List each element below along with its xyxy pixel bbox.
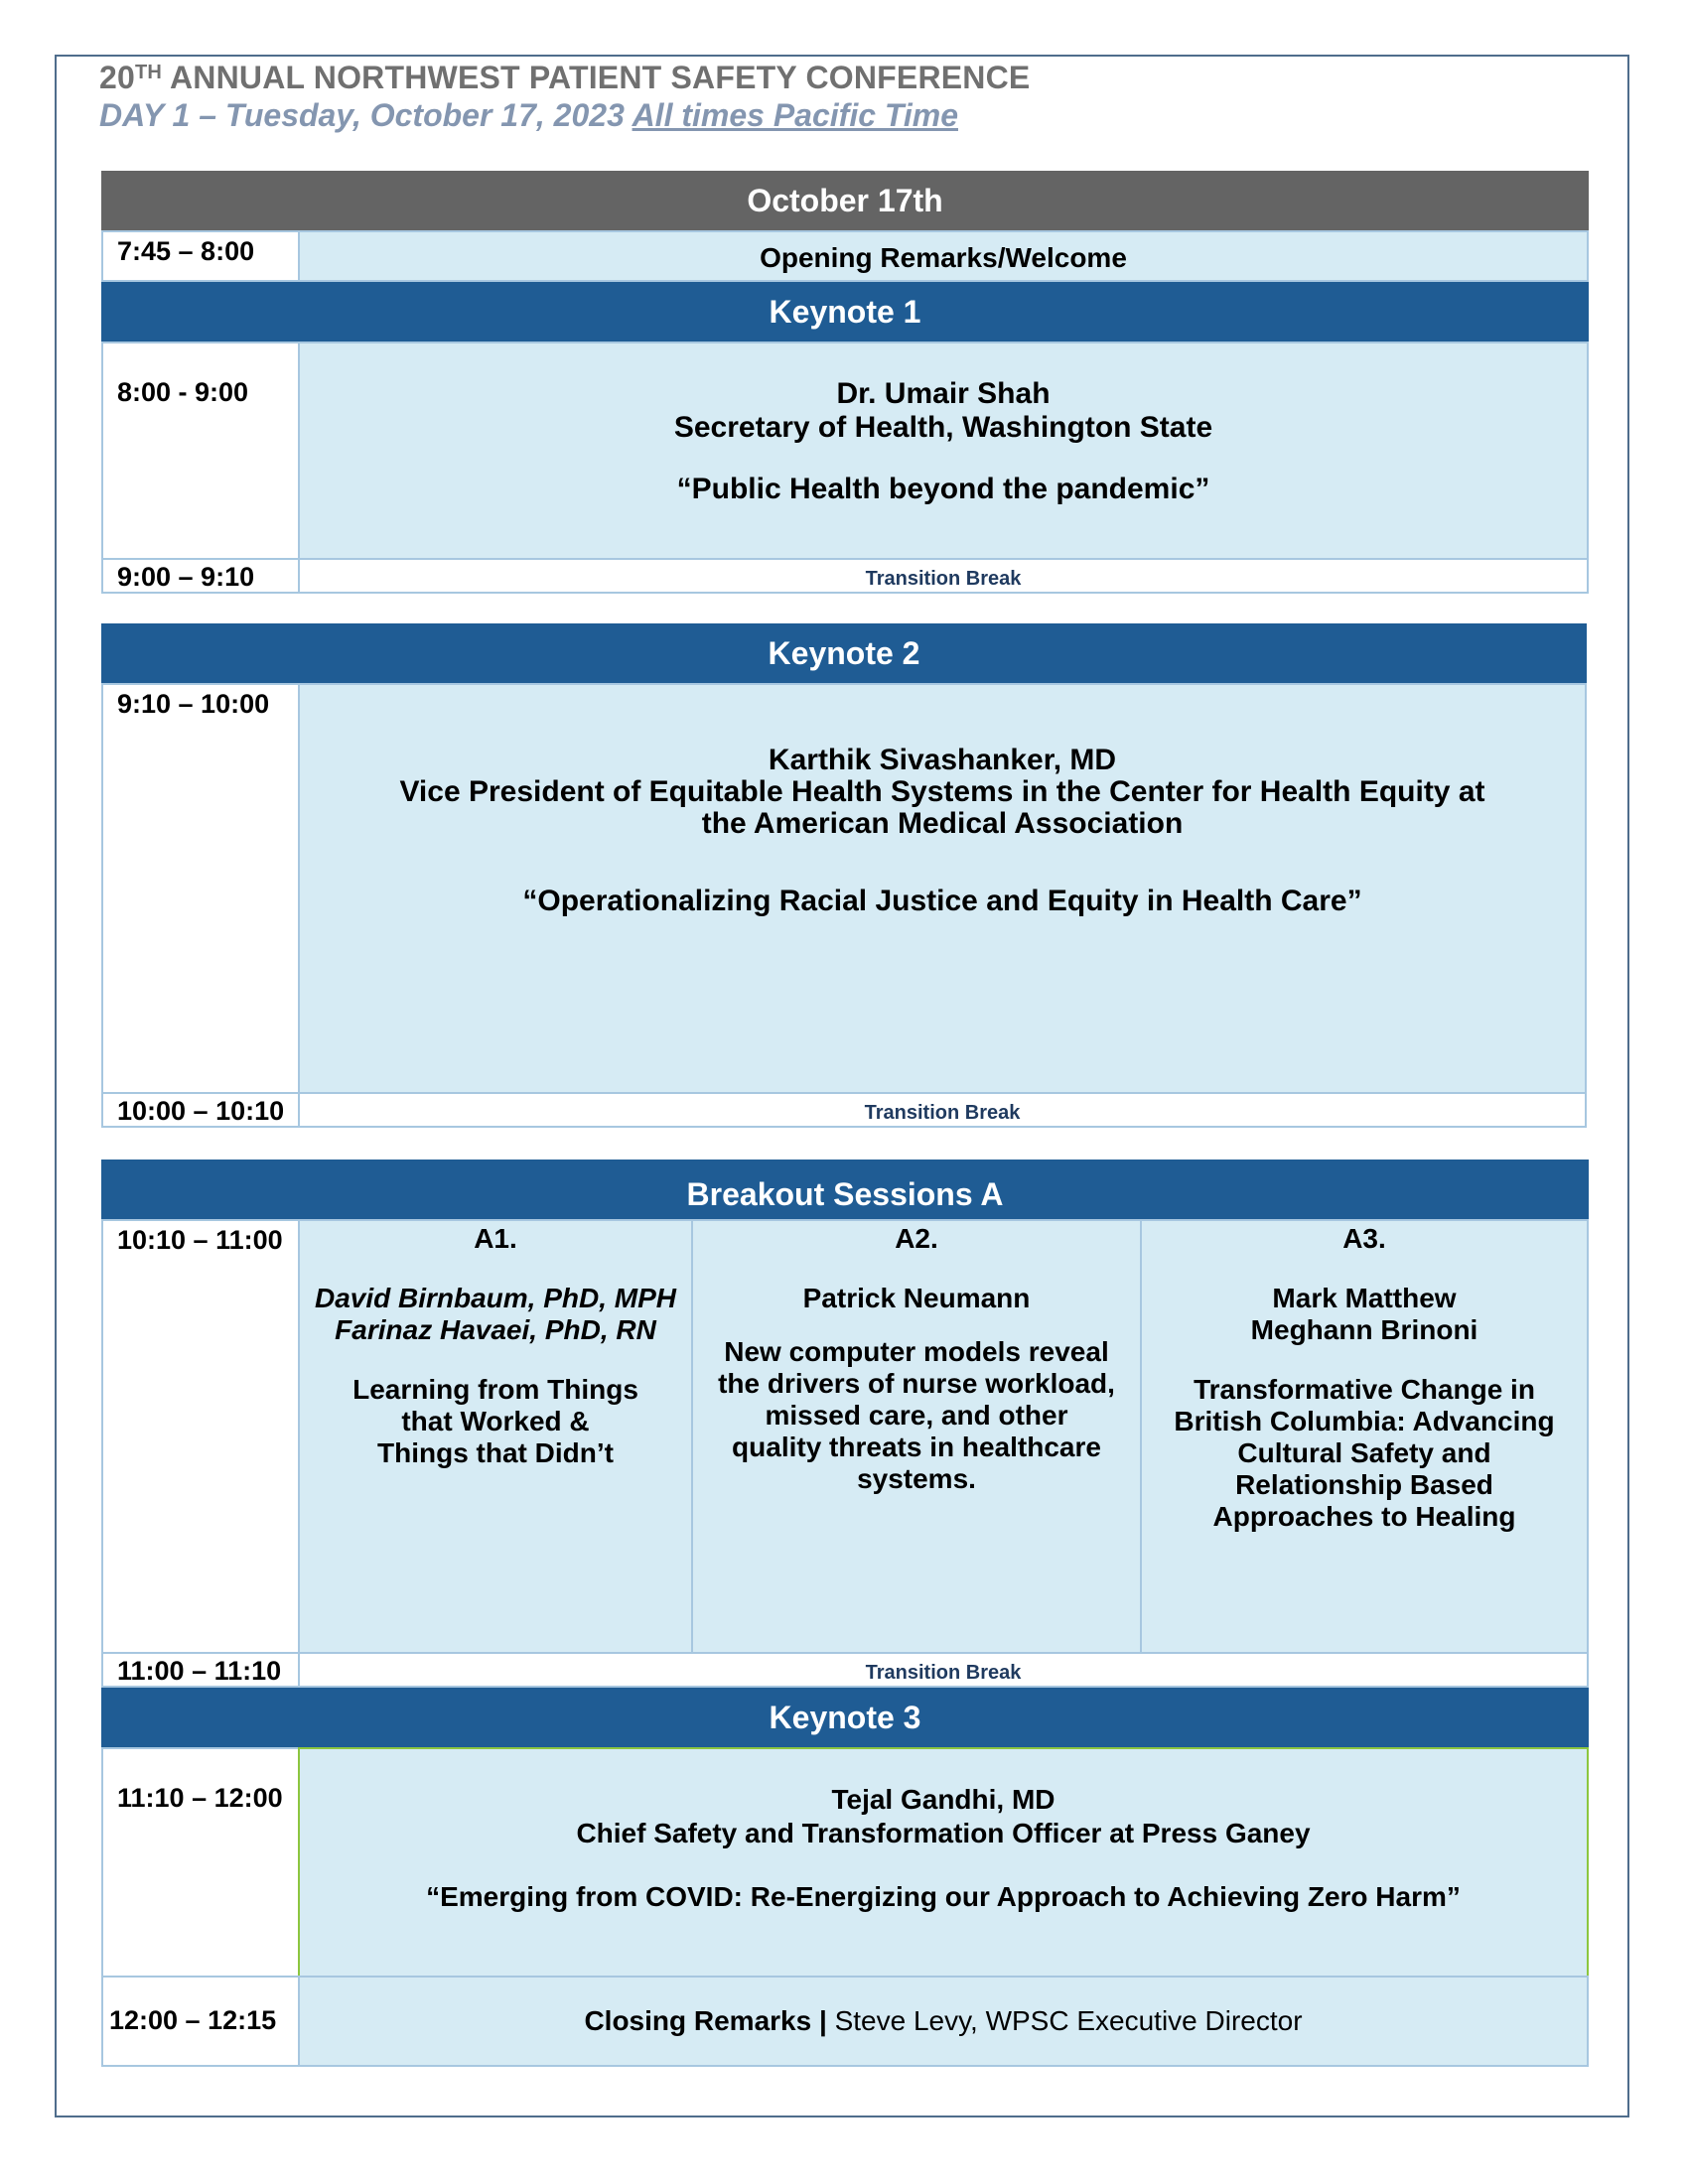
- a1-code: A1.: [474, 1223, 517, 1254]
- a2-title-5: systems.: [857, 1463, 976, 1494]
- break3-label: Transition Break: [298, 1652, 1589, 1688]
- breakouts-time: 10:10 – 11:00: [101, 1219, 300, 1654]
- break2-label: Transition Break: [298, 1092, 1587, 1128]
- a3-title-5: Approaches to Healing: [1212, 1501, 1516, 1532]
- break3-time: 11:00 – 11:10: [101, 1652, 300, 1688]
- timezone-link[interactable]: All times Pacific Time: [632, 97, 958, 133]
- keynote1-banner: Keynote 1: [101, 282, 1589, 341]
- date-header: October 17th: [101, 171, 1589, 230]
- keynote1-content: [298, 341, 1589, 560]
- break1-label: Transition Break: [298, 558, 1589, 594]
- keynote2-banner: Keynote 2: [101, 623, 1587, 683]
- a2-title-3: missed care, and other: [765, 1400, 1068, 1431]
- a2-title-4: quality threats in healthcare: [732, 1432, 1101, 1462]
- keynote3-banner: Keynote 3: [101, 1688, 1589, 1747]
- session-a2[interactable]: [691, 1219, 1142, 1654]
- closing-presenter: Steve Levy, WPSC Executive Director: [834, 2005, 1303, 2036]
- keynote2-content: [298, 683, 1587, 1094]
- conference-title: 20TH ANNUAL NORTHWEST PATIENT SAFETY CONFERENCE: [99, 60, 1031, 95]
- a3-code: A3.: [1342, 1223, 1386, 1254]
- a2-title-1: New computer models reveal: [724, 1336, 1109, 1367]
- closing-remarks: [298, 1976, 1589, 2067]
- keynote3-role: Chief Safety and Transformation Officer at Press Ganey: [576, 1818, 1311, 1848]
- a3-speaker-2: Meghann Brinoni: [1250, 1314, 1478, 1345]
- a1-speaker-1: David Birnbaum, PhD, MPH: [314, 1283, 677, 1313]
- breakouts-banner: Breakout Sessions A: [101, 1160, 1589, 1219]
- keynote3-talk: “Emerging from COVID: Re-Energizing our Approach to Achieving Zero Harm”: [426, 1881, 1461, 1912]
- keynote3-speaker: Tejal Gandhi, MD: [831, 1784, 1055, 1815]
- a1-title-2: that Worked &: [401, 1406, 590, 1436]
- keynote2-talk: “Operationalizing Racial Justice and Equity in Health Care”: [522, 885, 1362, 917]
- closing-title: Closing Remarks |: [584, 2005, 835, 2036]
- a3-title-4: Relationship Based: [1235, 1469, 1493, 1500]
- session-a3[interactable]: [1140, 1219, 1589, 1654]
- opening-remarks: Opening Remarks/Welcome: [298, 230, 1589, 282]
- keynote2-time: 9:10 – 10:00: [101, 683, 300, 1094]
- a3-title-1: Transformative Change in: [1194, 1374, 1535, 1405]
- a1-speaker-2: Farinaz Havaei, PhD, RN: [335, 1314, 656, 1345]
- session-a1[interactable]: [298, 1219, 693, 1654]
- conference-subtitle: DAY 1 – Tuesday, October 17, 2023 All times Pacific Time: [99, 97, 958, 133]
- a2-code: A2.: [895, 1223, 938, 1254]
- keynote2-role-2: the American Medical Association: [701, 807, 1184, 840]
- keynote1-role: Secretary of Health, Washington State: [673, 411, 1213, 444]
- a1-title-1: Learning from Things: [352, 1374, 638, 1405]
- keynote3-time: 11:10 – 12:00: [101, 1747, 300, 1978]
- keynote2-role-1: Vice President of Equitable Health Systems in the Center for Health Equity at: [399, 775, 1485, 808]
- break2-time: 10:00 – 10:10: [101, 1092, 300, 1128]
- keynote2-speaker: Karthik Sivashanker, MD: [768, 744, 1117, 776]
- break1-time: 9:00 – 9:10: [101, 558, 300, 594]
- keynote1-talk: “Public Health beyond the pandemic”: [676, 473, 1210, 505]
- keynote1-time: 8:00 - 9:00: [101, 341, 300, 560]
- a1-title-3: Things that Didn’t: [377, 1437, 614, 1468]
- a3-title-2: British Columbia: Advancing: [1174, 1406, 1555, 1436]
- keynote3-content: [298, 1747, 1589, 1978]
- keynote1-speaker: Dr. Umair Shah: [836, 377, 1051, 410]
- opening-time: 7:45 – 8:00: [101, 230, 300, 282]
- a3-speaker-1: Mark Matthew: [1272, 1283, 1457, 1313]
- a2-title-2: the drivers of nurse workload,: [718, 1368, 1115, 1399]
- closing-time: 12:00 – 12:15: [101, 1976, 300, 2067]
- a2-speaker-1: Patrick Neumann: [802, 1283, 1031, 1313]
- a3-title-3: Cultural Safety and: [1237, 1437, 1491, 1468]
